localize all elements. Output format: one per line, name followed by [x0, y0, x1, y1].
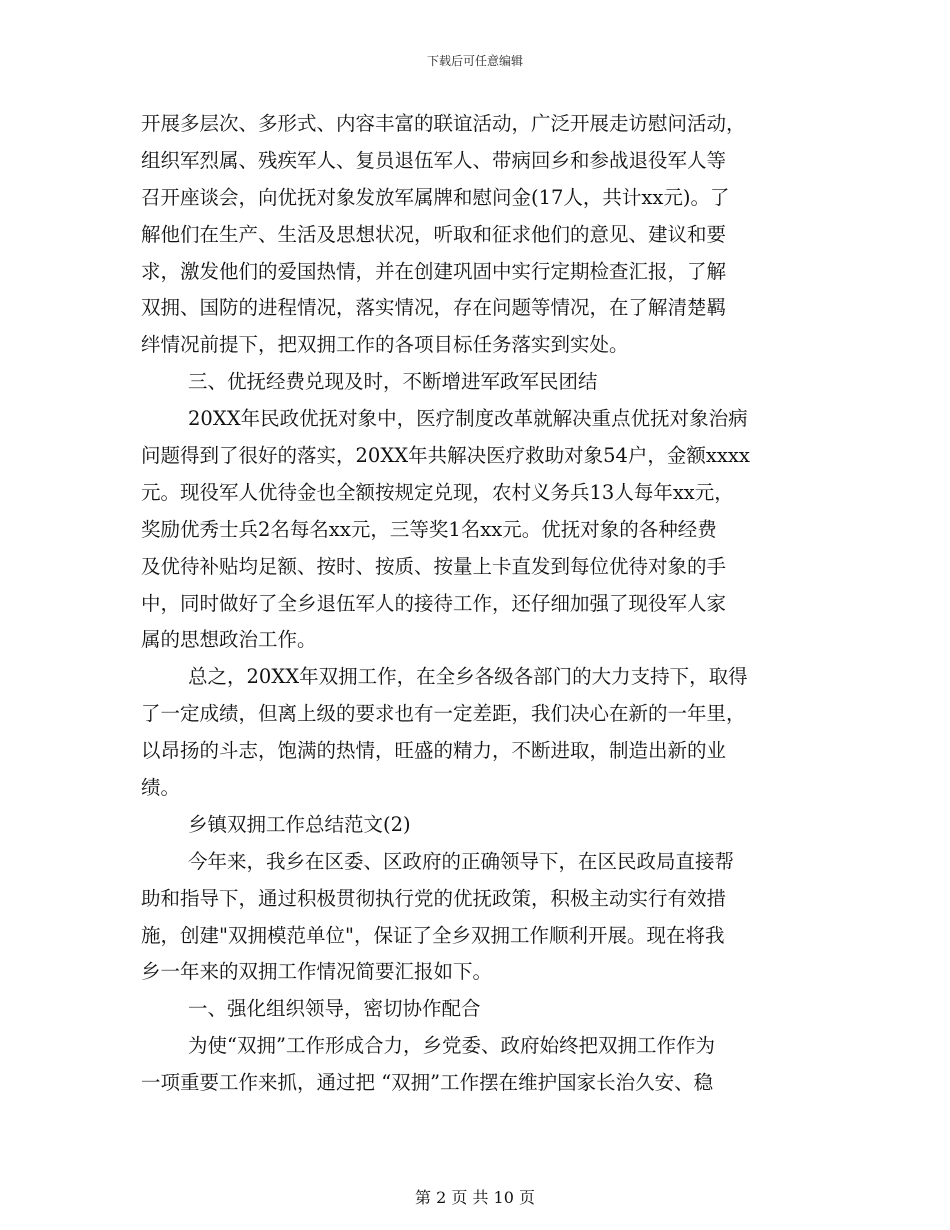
text-line: 元。现役军人优待金也全额按规定兑现，农村义务兵13人每年xx元， — [141, 480, 734, 504]
text-line: 以昂扬的斗志，饱满的热情，旺盛的精力，不断进取，制造出新的业 — [141, 739, 727, 763]
text-line: 及优待补贴均足额、按时、按质、按量上卡直发到每位优待对象的手 — [141, 554, 727, 578]
text-line: 了一定成绩，但离上级的要求也有一定差距，我们决心在新的一年里， — [141, 702, 746, 726]
text-line: 施，创建"双拥模范单位"，保证了全乡双拥工作顺利开展。现在将我 — [141, 923, 725, 947]
text-line: 今年来，我乡在区委、区政府的正确领导下，在区民政局直接帮 — [188, 849, 735, 873]
text-line: 一项重要工作来抓，通过把 “双拥”工作摆在维护国家长治久安、稳 — [141, 1071, 714, 1095]
text-line: 解他们在生产、生活及思想状况，听取和征求他们的意见、建议和要 — [141, 222, 727, 246]
text-line: 为使“双拥”工作形成合力，乡党委、政府始终把双拥工作作为 — [188, 1034, 715, 1058]
text-line: 组织军烈属、残疾军人、复员退伍军人、带病回乡和参战退役军人等 — [141, 148, 727, 172]
document-body — [141, 106, 811, 1102]
text-line: 求，激发他们的爱国热情，并在创建巩固中实行定期检查汇报，了解 — [141, 259, 727, 283]
text-line: 中，同时做好了全乡退伍军人的接待工作，还仔细加强了现役军人家 — [141, 591, 727, 615]
text-line: 20XX年民政优抚对象中，医疗制度改革就解决重点优抚对象治病 — [188, 407, 748, 431]
text-line: 属的思想政治工作。 — [141, 628, 317, 652]
text-line: 总之，20XX年双拥工作，在全乡各级各部门的大力支持下，取得 — [188, 665, 748, 689]
text-line: 召开座谈会，向优抚对象发放军属牌和慰问金(17人，共计xx元)。了 — [141, 185, 730, 209]
text-line: 一、强化组织领导，密切协作配合 — [188, 997, 481, 1021]
text-line: 三、优抚经费兑现及时，不断增进军政军民团结 — [188, 370, 598, 394]
text-line: 乡镇双拥工作总结范文(2) — [188, 812, 411, 836]
text-line: 双拥、国防的进程情况，落实情况，存在问题等情况，在了解清楚羁 — [141, 296, 727, 320]
page-header: 下载后可任意编辑 — [426, 54, 523, 68]
text-line: 开展多层次、多形式、内容丰富的联谊活动，广泛开展走访慰问活动， — [141, 112, 746, 135]
text-line: 助和指导下，通过积极贯彻执行党的优抚政策，积极主动实行有效措 — [141, 886, 727, 910]
text-line: 奖励优秀士兵2名每名xx元，三等奖1名xx元。优抚对象的各种经费 — [141, 517, 717, 541]
text-line: 绊情况前提下，把双拥工作的各项目标任务落实到实处。 — [141, 333, 629, 357]
text-line: 乡一年来的双拥工作情况简要汇报如下。 — [141, 960, 493, 984]
text-line: 问题得到了很好的落实，20XX年共解决医疗救助对象54户，金额xxxx — [141, 444, 750, 468]
page-footer: 第 2 页 共 10 页 — [415, 1188, 535, 1207]
text-line: 绩。 — [141, 776, 181, 800]
